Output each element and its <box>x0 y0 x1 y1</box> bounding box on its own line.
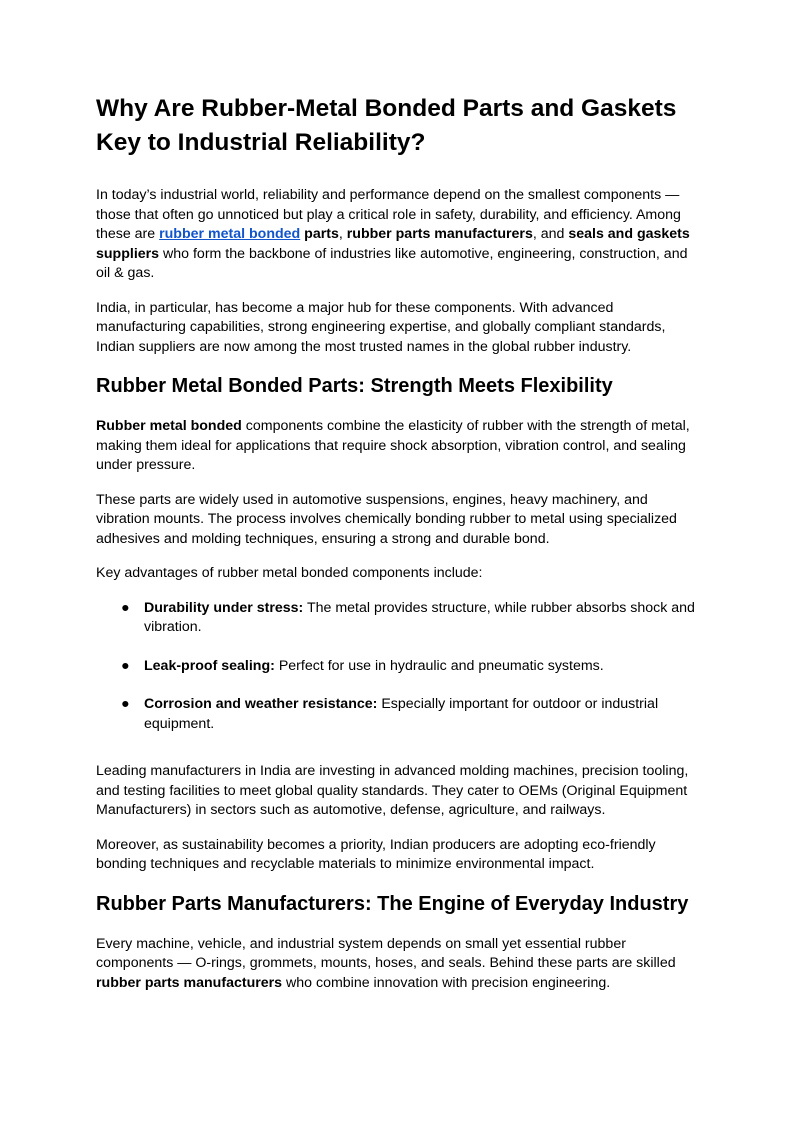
list-item-title: Durability under stress: <box>144 599 304 616</box>
bullet-icon: ● <box>121 696 130 712</box>
section1-paragraph-3: Key advantages of rubber metal bonded components include: <box>96 565 483 581</box>
paragraph-text: components combine the elasticity of rubber with the strength of metal, making them ideal for applications that require shock absorption, vibration control, and sealing under pressure. <box>96 418 690 473</box>
list-item-title: Leak-proof sealing: <box>144 657 275 674</box>
list-item <box>96 599 700 638</box>
list-item-text: Perfect for use in hydraulic and pneumatic systems. <box>274 657 604 674</box>
paragraph-text: Every machine, vehicle, and industrial system depends on small yet essential rubber components — O-rings, grommets, mounts, hoses, and seals. Behind these parts are skilled <box>96 935 676 971</box>
section1-paragraph-4: Leading manufacturers in India are investing in advanced molding machines, precision tooling, and testing facilities to meet global quality standards. They cater to OEMs (Original Equipment Manufacturers) in sectors such as automotive, defense, agriculture, and railways. <box>96 763 689 818</box>
bold-seals-gaskets-suppliers: seals and gaskets suppliers <box>96 226 690 262</box>
bold-rubber-parts-manufacturers: rubber parts manufacturers <box>96 974 283 991</box>
list-item-text: Especially important for outdoor or industrial equipment. <box>144 696 659 732</box>
section2-paragraph-1 <box>96 935 700 994</box>
paragraph-text: who combine innovation with precision engineering. <box>282 974 611 991</box>
intro-paragraph-1 <box>96 186 700 284</box>
intro-text: , and <box>532 226 569 242</box>
list-item-title: Corrosion and weather resistance: <box>144 696 378 712</box>
advantages-list <box>96 599 700 735</box>
bullet-icon: ● <box>121 657 130 674</box>
article-body <box>96 92 700 1008</box>
intro-paragraph-2: India, in particular, has become a major hub for these components. With advanced manufacturing capabilities, strong engineering expertise, and globally compliant standards, Indian suppliers are now among the most trusted names in the global rubber industry. <box>96 299 666 355</box>
page-title: Why Are Rubber-Metal Bonded Parts and Gaskets Key to Industrial Reliability? <box>96 95 677 156</box>
rubber-metal-bonded-link[interactable]: rubber metal bonded <box>159 226 301 242</box>
section-heading-rubber-parts-manufacturers: Rubber Parts Manufacturers: The Engine of Everyday Industry <box>96 892 689 915</box>
section1-paragraph-1 <box>96 417 700 476</box>
section-heading-rubber-metal-bonded: Rubber Metal Bonded Parts: Strength Meets Flexibility <box>96 375 613 397</box>
bold-rubber-metal-bonded: Rubber metal bonded <box>96 418 242 434</box>
intro-text: , <box>338 226 347 242</box>
section1-paragraph-2: These parts are widely used in automotive suspensions, engines, heavy machinery, and vibration mounts. The process involves chemically bonding rubber to metal using specialized adhesives and molding techniques, ensuring a strong and durable bond. <box>96 491 677 547</box>
section1-paragraph-5: Moreover, as sustainability becomes a priority, Indian producers are adopting eco-friendly bonding techniques and recyclable materials to minimize environmental impact. <box>96 836 656 872</box>
intro-text: who form the backbone of industries like automotive, engineering, construction, and oil & gas. <box>96 245 688 281</box>
bullet-icon: ● <box>121 599 130 616</box>
list-item-text: The metal provides structure, while rubber absorbs shock and vibration. <box>144 599 695 635</box>
intro-text: In today’s industrial world, reliability and performance depend on the smallest components — those that often go unnoticed but play a critical role in safety, durability, and efficiency. Among these are <box>96 187 681 242</box>
list-item <box>96 695 700 734</box>
bold-rubber-parts-manufacturers: rubber parts manufacturers <box>346 226 533 242</box>
bold-parts: parts <box>304 226 339 242</box>
list-item <box>96 657 700 677</box>
